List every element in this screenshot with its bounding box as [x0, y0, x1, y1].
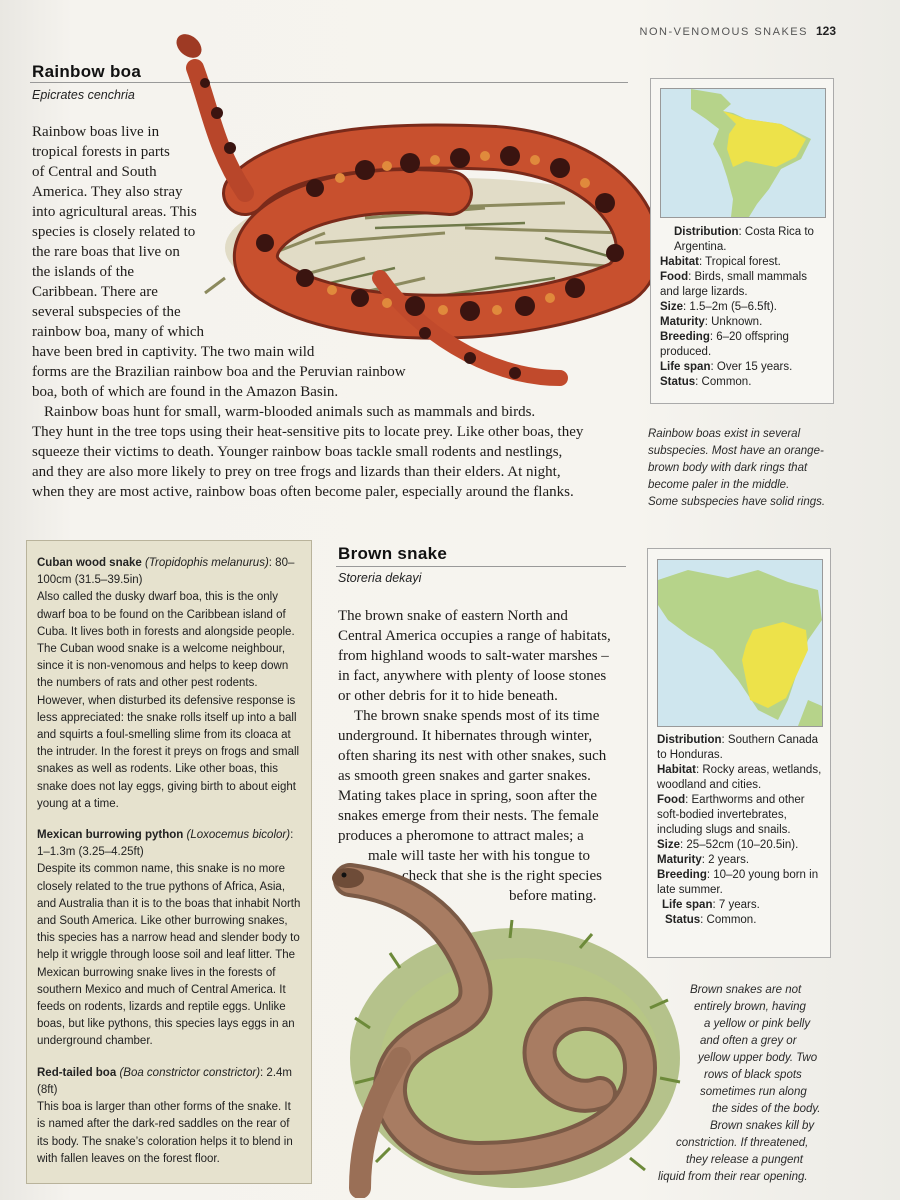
- fact-maturity: Maturity: Unknown.: [660, 316, 763, 328]
- fact-size: Size: 25–52cm (10–20.5in).: [657, 839, 799, 851]
- text-line: and they are also more likely to prey on tree frogs and lizards than their elders. At night,: [32, 464, 561, 480]
- text-line: underground. It hibernates through winter,: [338, 728, 593, 744]
- rainbow-facts: [660, 225, 826, 390]
- caption-line: a yellow or pink belly: [704, 1018, 811, 1030]
- entry-text: Despite its common name, this snake is no more closely related to the true pythons of Africa, Asia, and Australia than it is to the boas that inhabit North and South America. Like other burrowing snakes, this species has a narrow head and slender body to help it wriggle through loose soil and leaf litter. The Mexican burrowing snake lives in the forests of southern Mexico and much of Central America. It feeds on rodents, lizards and reptile eggs. Unlike boas, but like pythons, this species lays eggs in an underground chamber.: [37, 863, 301, 1048]
- text-line: They hunt in the tree tops using their heat-sensitive pits to locate prey. Like other boas, they: [32, 424, 584, 440]
- rainbow-boa-factbox: [650, 78, 834, 404]
- caption-line: yellow upper body. Two: [698, 1052, 818, 1064]
- text-line: Central America occupies a range of habitats,: [338, 628, 611, 644]
- entry-latin: (Loxocemus bicolor): [186, 829, 291, 842]
- text-line: in fact, anywhere with plenty of loose stones: [338, 668, 607, 684]
- entry-size: : 2.4m (8ft): [37, 1066, 293, 1096]
- text-line: of Central and South: [32, 164, 157, 180]
- caption-line: Brown snakes kill by: [710, 1120, 815, 1132]
- brown-snake-latin: Storeria dekayi: [338, 571, 422, 585]
- text-line: snakes emerge from their nests. The female: [338, 808, 599, 824]
- north-america-map: [657, 559, 823, 727]
- south-america-map: [660, 88, 826, 218]
- entry-text: This boa is larger than other forms of the snake. It is named after the dark-red saddles on the rear of its body. The snake’s coloration helps it to blend in with fallen leaves on the forest floor.: [37, 1101, 293, 1165]
- caption-line: subspecies. Most have an orange-: [648, 445, 824, 457]
- text-line: The brown snake spends most of its time: [354, 708, 600, 724]
- brown-title-rule: [336, 566, 626, 567]
- text-line: as smooth green snakes and garter snakes.: [338, 768, 591, 784]
- distribution-map-na: [658, 560, 822, 726]
- text-line: Mating takes place in spring, soon after the: [338, 788, 598, 804]
- fact-habitat: Habitat: Rocky areas, wetlands, woodland and cities.: [657, 764, 822, 791]
- text-line: produces a pheromone to attract males; a: [338, 828, 584, 844]
- text-line: the rare boas that live on: [32, 244, 180, 260]
- text-line: or other debris for it to hide beneath.: [338, 688, 558, 704]
- caption-line: they release a pungent: [686, 1154, 804, 1166]
- fact-food: Food: Birds, small mammals and large lizards.: [660, 271, 807, 298]
- fact-breeding: Breeding: 10–20 young born in late summer.: [657, 869, 819, 896]
- entry-latin: (Tropidophis melanurus): [145, 557, 269, 569]
- caption-line: Rainbow boas exist in several: [648, 428, 801, 440]
- entry-latin: (Boa constrictor constrictor): [119, 1066, 261, 1079]
- entry-size: : 1–1.3m (3.25–4.25ft): [37, 829, 294, 859]
- entry-name: Mexican burrowing python: [37, 829, 184, 842]
- text-line: often sharing its nest with other snakes, such: [338, 748, 607, 764]
- caption-line: entirely brown, having: [694, 1001, 806, 1013]
- fact-breeding: Breeding: 6–20 offspring produced.: [660, 331, 789, 358]
- caption-line: liquid from their rear opening.: [658, 1171, 808, 1183]
- caption-line: rows of black spots: [704, 1069, 802, 1081]
- section-title: NON-VENOMOUS SNAKES: [639, 26, 808, 38]
- brown-snake-caption: [652, 982, 832, 1186]
- text-line: boa, both of which are found in the Amazon Basin.: [32, 384, 339, 400]
- fact-life-span: Life span: Over 15 years.: [660, 361, 793, 373]
- text-line: check that she is the right species: [402, 868, 602, 884]
- running-head: [640, 24, 837, 38]
- text-line: male will taste her with his tongue to: [368, 848, 591, 864]
- text-line: before mating.: [509, 888, 597, 904]
- fact-distribution: Distribution: Costa Rica to Argentina.: [674, 226, 814, 253]
- caption-line: and often a grey or: [700, 1035, 797, 1047]
- rainbow-boa-title: Rainbow boa: [32, 62, 142, 81]
- sidebar-entry-cuban-wood-snake: [37, 555, 301, 813]
- brown-snake-title: Brown snake: [338, 544, 448, 563]
- entry-size: : 80–100cm (31.5–39.5in): [37, 557, 295, 587]
- text-line: the islands of the: [32, 264, 135, 280]
- rainbow-boa-text: [32, 122, 632, 502]
- distribution-map-sa: [661, 89, 825, 217]
- rainbow-boa-latin: Epicrates cenchria: [32, 88, 135, 102]
- caption-line: Brown snakes are not: [690, 984, 802, 996]
- text-line: Caribbean. There are: [32, 284, 158, 300]
- fact-maturity: Maturity: 2 years.: [657, 854, 750, 866]
- caption-line: Some subspecies have solid rings.: [648, 496, 826, 508]
- caption-line: the sides of the body.: [712, 1103, 821, 1115]
- rainbow-boa-caption: [648, 426, 868, 511]
- text-line: when they are most active, rainbow boas often become paler, especially around the flanks.: [32, 484, 574, 500]
- fact-status: Status: Common.: [660, 376, 752, 388]
- brown-snake-factbox: [647, 548, 831, 958]
- fact-habitat: Habitat: Tropical forest.: [660, 256, 781, 268]
- caption-line: become paler in the middle.: [648, 479, 790, 491]
- entry-text: Also called the dusky dwarf boa, this is the only dwarf boa to be found on the Caribbean island of Cuba. It lives both in forests and alongside people. The Cuban wood snake is a welcome neighbour, since it is non-venomous and helps to keep down the numbers of rats and other pest rodents. However, when disturbed its defensive response is less appreciated: the snake rolls itself up into a ball and squirts a foul-smelling slime from its cloaca at the intruder. In the forest it preys on frogs and small snakes as well as rodents. Like other boas, this snake does not lay eggs, giving birth to about eight young at a time.: [37, 591, 300, 810]
- entry-name: Red-tailed boa: [37, 1066, 117, 1079]
- text-line: species is closely related to: [32, 224, 196, 240]
- text-line: several subspecies of the: [32, 304, 181, 320]
- caption-line: constriction. If threatened,: [676, 1137, 809, 1149]
- entry-name: Cuban wood snake: [37, 557, 142, 569]
- fact-status: Status: Common.: [665, 914, 757, 926]
- text-line: have been bred in captivity. The two main wild: [32, 344, 315, 360]
- text-line: from highland woods to salt-water marshes –: [338, 648, 609, 664]
- related-species-sidebar: [26, 540, 312, 1184]
- brown-snake-illustration: [330, 858, 690, 1198]
- fact-food: Food: Earthworms and other soft-bodied invertebrates, including slugs and snails.: [657, 794, 805, 836]
- text-line: squeeze their victims to death. Younger rainbow boas tackle small rodents and nestlings,: [32, 444, 563, 460]
- fact-distribution: Distribution: Southern Canada to Honduras.: [657, 734, 819, 761]
- text-line: Rainbow boas live in: [32, 124, 160, 140]
- sidebar-entry-red-tailed-boa: [37, 1065, 301, 1168]
- caption-line: brown body with dark rings that: [648, 462, 808, 474]
- sidebar-entry-mexican-burrowing-python: [37, 827, 301, 1051]
- brown-facts: [657, 733, 825, 928]
- text-line: into agricultural areas. This: [32, 204, 197, 220]
- text-line: The brown snake of eastern North and: [338, 608, 568, 624]
- caption-line: sometimes run along: [700, 1086, 807, 1098]
- text-line: tropical forests in parts: [32, 144, 170, 160]
- text-line: forms are the Brazilian rainbow boa and the Peruvian rainbow: [32, 364, 406, 380]
- text-line: rainbow boa, many of which: [32, 324, 205, 340]
- text-line: America. They also stray: [32, 184, 183, 200]
- page-number: 123: [815, 24, 836, 38]
- fact-size: Size: 1.5–2m (5–6.5ft).: [660, 301, 777, 313]
- fact-life-span: Life span: 7 years.: [662, 899, 760, 911]
- text-line: Rainbow boas hunt for small, warm-blooded animals such as mammals and birds.: [44, 404, 536, 420]
